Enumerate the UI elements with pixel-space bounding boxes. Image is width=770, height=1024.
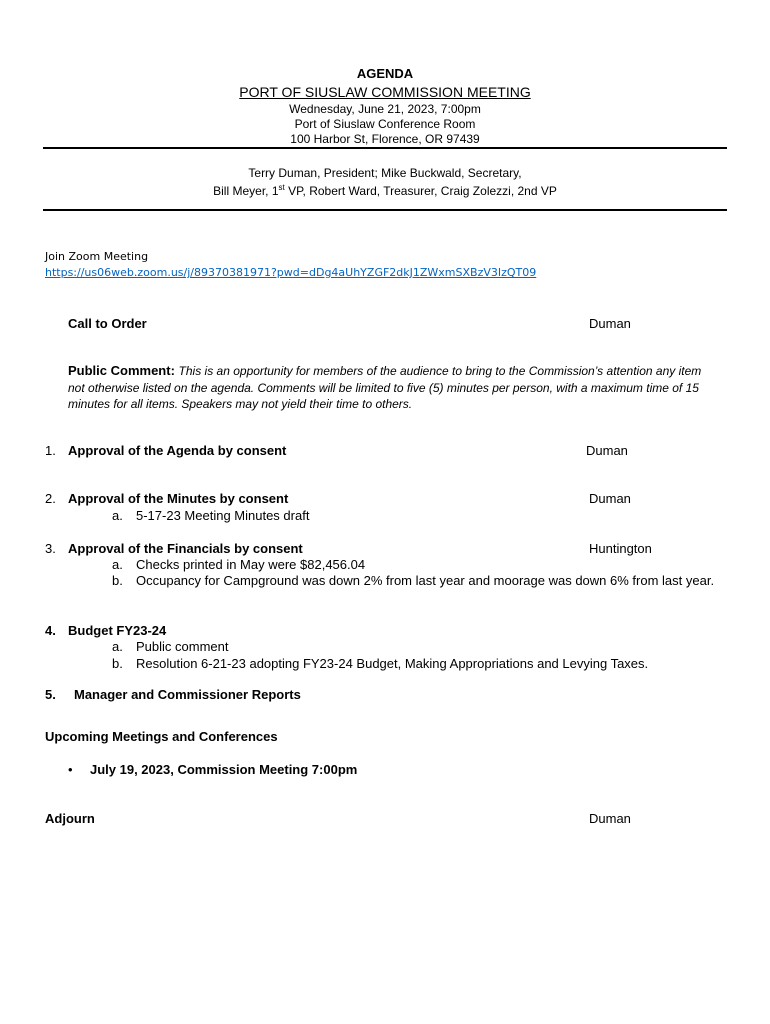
item-1-presenter: Duman [586,443,628,458]
item-2-sub-a-letter: a. [112,508,123,523]
officers-line-2-pre: Bill Meyer, 1 [213,184,279,198]
item-3-sub-a-letter: a. [112,557,123,572]
item-5-title: Manager and Commissioner Reports [74,687,301,702]
adjourn-presenter: Duman [589,811,631,826]
item-4-sub-a-text: Public comment [136,639,229,654]
call-to-order-label: Call to Order [68,316,147,331]
item-2-title: Approval of the Minutes by consent [68,491,289,506]
item-4-sub-a-letter: a. [112,639,123,654]
item-2-number: 2. [45,491,56,506]
item-3-sub-b-text: Occupancy for Campground was down 2% from last year and moorage was down 6% from last year. [136,573,715,588]
item-3-sub-b-letter: b. [112,573,123,588]
item-4-number: 4. [45,623,56,638]
upcoming-item-1: July 19, 2023, Commission Meeting 7:00pm [90,762,358,777]
item-3-number: 3. [45,541,56,556]
public-comment [68,363,718,413]
public-comment-text: This is an opportunity for members of the audience to bring to the Commission’s attention any item not otherwise listed on the agenda. Comments will be limited to five (5) minutes per person, with a maximum time of 15 minutes for all items. Speakers may not yield their time to others. [68,364,702,411]
upcoming-heading: Upcoming Meetings and Conferences [45,729,278,744]
item-1-title: Approval of the Agenda by consent [68,443,287,458]
meeting-title: PORT OF SIUSLAW COMMISSION MEETING [239,84,531,100]
officers-line-2 [0,180,770,199]
meeting-datetime: Wednesday, June 21, 2023, 7:00pm [289,102,481,116]
item-4-sub-b-text: Resolution 6-21-23 adopting FY23-24 Budget, Making Appropriations and Levying Taxes. [136,656,649,671]
item-3-sub-a-text: Checks printed in May were $82,456.04 [136,557,366,572]
officers-line-2-post: VP, Robert Ward, Treasurer, Craig Zolezzi, 2nd VP [284,184,557,198]
item-1-number: 1. [45,443,56,458]
officers-line-2-sup: st [278,183,285,192]
zoom-label: Join Zoom Meeting [45,250,149,263]
meeting-address: 100 Harbor St, Florence, OR 97439 [290,132,480,146]
item-4-sub-b-letter: b. [112,656,123,671]
adjourn-label: Adjourn [45,811,95,826]
item-5-number: 5. [45,687,56,702]
item-3-presenter: Huntington [589,541,652,556]
item-2-presenter: Duman [589,491,631,506]
item-2-sub-a-text: 5-17-23 Meeting Minutes draft [136,508,310,523]
header-divider-top [43,147,727,149]
item-3-title: Approval of the Financials by consent [68,541,303,556]
public-comment-label: Public Comment: [68,363,175,378]
bullet-icon: • [68,762,73,777]
header-divider-bottom [43,209,727,211]
officers-line-1: Terry Duman, President; Mike Buckwald, Secretary, [248,166,522,180]
meeting-location: Port of Siuslaw Conference Room [294,117,476,131]
item-4-title: Budget FY23-24 [68,623,167,638]
zoom-link[interactable]: https://us06web.zoom.us/j/89370381971?pwd=dDg4aUhYZGF2dkJ1ZWxmSXBzV3IzQT09 [45,266,537,279]
call-to-order-presenter: Duman [589,316,631,331]
agenda-heading: AGENDA [356,66,414,81]
